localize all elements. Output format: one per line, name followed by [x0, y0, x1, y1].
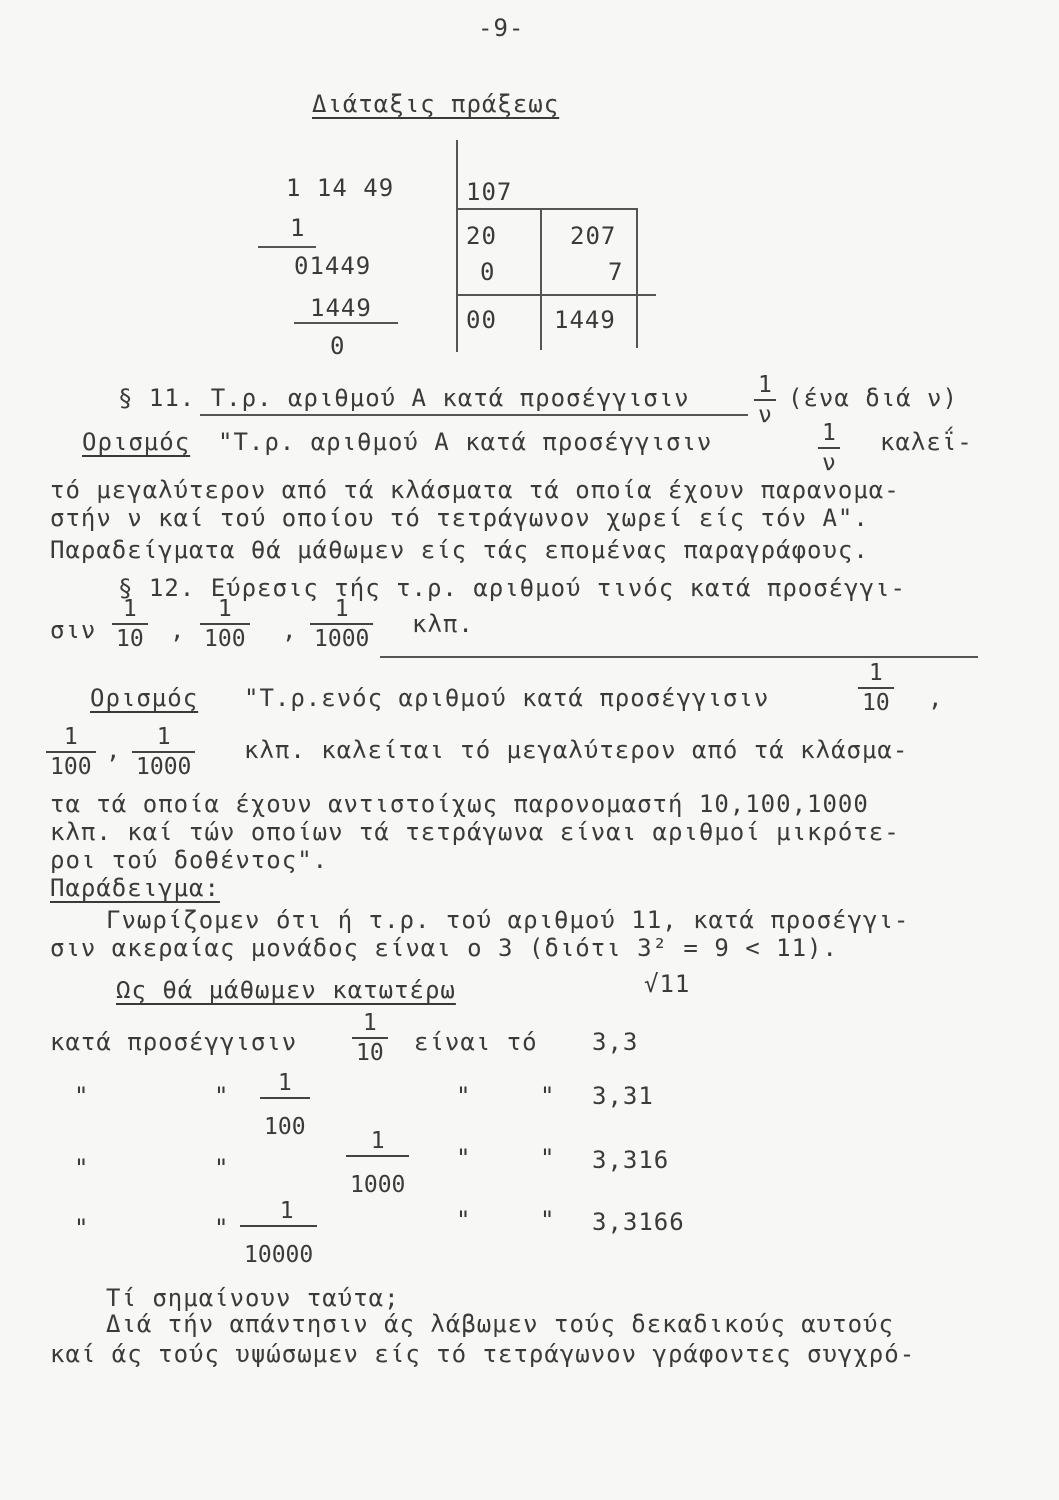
cell: 0: [480, 258, 496, 286]
divider-inner: [540, 208, 542, 350]
ditto-mark: ": [540, 1082, 556, 1110]
fraction: 1 1000: [346, 1128, 409, 1198]
approx-value: 3,316: [592, 1146, 670, 1174]
fraction: 1 100: [200, 596, 250, 652]
text-line: είναι τό: [414, 1028, 538, 1056]
sqrt-11: √11: [644, 970, 691, 998]
radicand: 1 14 49: [286, 174, 395, 202]
fraction: 1 100: [46, 724, 96, 780]
approx-value: 3,3: [592, 1028, 639, 1056]
approx-value: 3,3166: [592, 1208, 685, 1236]
ditto-mark: ": [214, 1214, 230, 1242]
fraction: 1 1000: [310, 596, 373, 652]
text-line: καί άς τούς υψώσωμεν είς τό τετράγωνον γράφοντες συγχρό-: [50, 1340, 916, 1368]
divider-right: [636, 208, 638, 348]
rule: [294, 322, 398, 324]
divider-vertical: [456, 140, 458, 352]
text-line: "Τ.ρ.ενός αριθμού κατά προσέγγισιν: [244, 684, 770, 712]
text-line: σιν ακεραίας μονάδος είναι ο 3 (διότι 3² = 9 < 11).: [50, 934, 838, 962]
example-label: Παράδειγμα:: [50, 874, 220, 902]
text-line: στήν ν καί τού οποίου τό τετράγωνον χωρεί είς τόν Α".: [50, 504, 869, 532]
text-line: κλπ.: [412, 610, 474, 638]
rule: [458, 294, 656, 296]
ditto-mark: ": [456, 1082, 472, 1110]
comma: ,: [282, 616, 298, 644]
ditto-mark: ": [540, 1206, 556, 1234]
fraction: 1 10: [112, 596, 148, 652]
ditto-mark: ": [456, 1206, 472, 1234]
section-11-heading: § 11. Τ.ρ. αριθμού Α κατά προσέγγισιν: [118, 384, 690, 412]
comma: ,: [928, 684, 944, 712]
text-line: "Τ.ρ. αριθμού Α κατά προσέγγισιν: [218, 428, 713, 456]
fraction: 1 ν: [754, 372, 776, 428]
step-1: 1: [290, 214, 306, 242]
text-line: Γνωρίζομεν ότι ή τ.ρ. τού αριθμού 11, κατά προσέγγι-: [106, 906, 910, 934]
step-4: 0: [330, 332, 346, 360]
step-3: 1449: [310, 294, 372, 322]
ditto-mark: ": [74, 1154, 90, 1182]
text-line: Διά τήν απάντησιν άς λάβωμεν τούς δεκαδικούς αυτούς: [106, 1310, 894, 1338]
text-line: Παραδείγματα θά μάθωμεν είς τάς επομένας παραγράφους.: [50, 536, 869, 564]
cell: 7: [608, 258, 624, 286]
rule: [458, 208, 638, 210]
text-line: κατά προσέγγισιν: [50, 1028, 298, 1056]
comma: ,: [170, 616, 186, 644]
page-number: -9-: [478, 14, 525, 42]
ditto-mark: ": [540, 1144, 556, 1172]
definition-label: Ορισμός: [82, 428, 191, 456]
underline: [380, 656, 978, 658]
approx-value: 3,31: [592, 1082, 654, 1110]
comma: ,: [106, 736, 122, 764]
definition-label: Ορισμός: [90, 684, 199, 712]
ditto-mark: ": [74, 1214, 90, 1242]
section-12-heading: § 12. Εύρεσις τής τ.ρ. αριθμού τινός κατά προσέγγι-: [118, 574, 906, 602]
fraction: 1 10: [352, 1010, 388, 1066]
cell: 207: [570, 222, 617, 250]
text-line: Ως θά μάθωμεν κατωτέρω: [116, 976, 456, 1004]
cell: 1449: [554, 306, 616, 334]
underline: [200, 414, 748, 416]
fraction: 1 1000: [132, 724, 195, 780]
ditto-mark: ": [214, 1154, 230, 1182]
partial-root: 107: [466, 178, 513, 206]
ditto-mark: ": [214, 1082, 230, 1110]
text-line: σιν: [50, 616, 97, 644]
cell: 00: [466, 306, 497, 334]
text-line: ροι τού δοθέντος".: [50, 846, 329, 874]
text-line: κλπ. καλείται τό μεγαλύτερον από τά κλάσμα-: [244, 736, 909, 764]
fraction: 1 100: [260, 1070, 310, 1140]
section-11-note: (ένα διά ν): [788, 384, 958, 412]
text-line: τό μεγαλύτερον από τά κλάσματα τά οποία έχουν παρανομα-: [50, 476, 900, 504]
rule: [258, 246, 316, 248]
fraction: 1 10000: [240, 1198, 317, 1268]
fraction: 1 10: [858, 660, 894, 716]
arrangement-title: Διάταξις πράξεως: [312, 90, 560, 118]
text-line: Τί σημαίνουν ταύτα;: [106, 1284, 400, 1312]
text-line: τα τά οποία έχουν αντιστοίχως παρονομαστή 10,100,1000: [50, 790, 869, 818]
text-line: κλπ. καί τών οποίων τά τετράγωνα είναι αριθμοί μικρότε-: [50, 818, 900, 846]
step-2: 01449: [294, 252, 372, 280]
cell: 20: [466, 222, 497, 250]
ditto-mark: ": [74, 1082, 90, 1110]
text-line: καλεΐ-: [880, 428, 973, 456]
fraction: 1 ν: [818, 420, 840, 476]
ditto-mark: ": [456, 1144, 472, 1172]
